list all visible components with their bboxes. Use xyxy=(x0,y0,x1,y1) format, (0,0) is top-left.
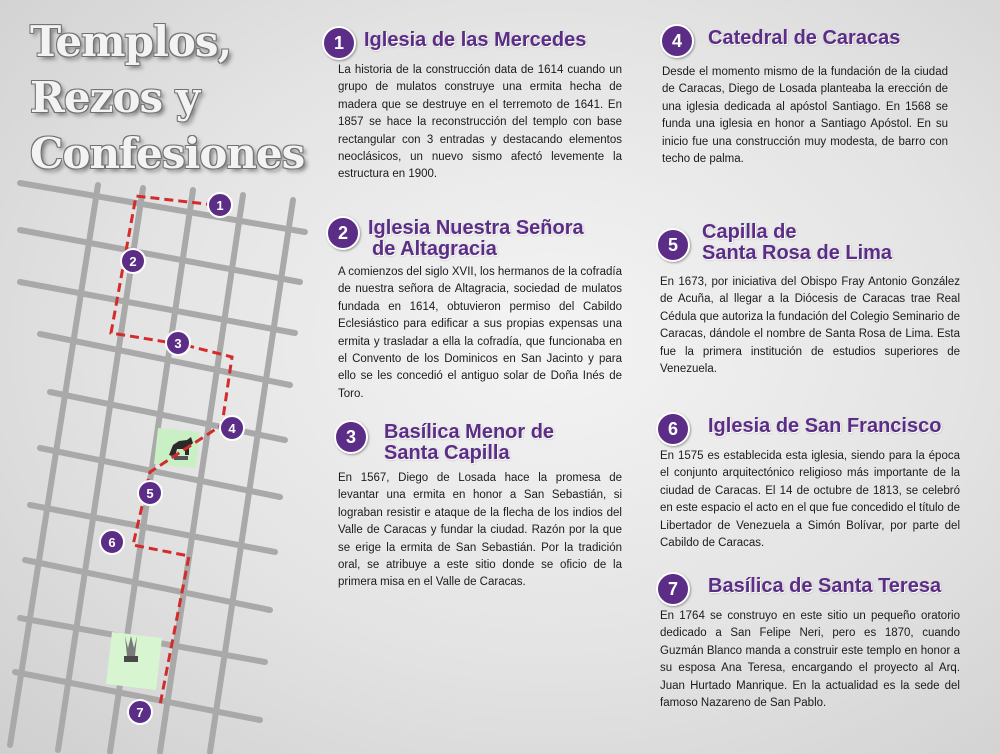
title-line: Rezos y xyxy=(30,73,200,122)
section-number-badge: 5 xyxy=(656,228,690,262)
section-title xyxy=(702,24,900,49)
route-map xyxy=(0,170,320,754)
section-title xyxy=(368,216,584,260)
marker-label: 1 xyxy=(216,198,224,213)
title-line: Iglesia Nuestra Señora xyxy=(368,217,584,239)
map-marker-7 xyxy=(128,700,152,724)
section-number-badge: 6 xyxy=(656,412,690,446)
section-4-heading xyxy=(660,24,900,58)
title-line: Templos, xyxy=(30,17,232,66)
section-number-badge: 7 xyxy=(656,572,690,606)
section-2-heading xyxy=(326,216,584,260)
section-6-heading xyxy=(656,412,941,446)
section-1-heading xyxy=(322,26,586,60)
section-title xyxy=(376,420,554,464)
section-number-badge: 3 xyxy=(334,420,368,454)
section-number-badge: 4 xyxy=(660,24,694,58)
title-line: Santa Rosa de Lima xyxy=(702,242,893,264)
map-marker-6 xyxy=(100,530,124,554)
map-marker-2 xyxy=(121,249,145,273)
map-marker-4 xyxy=(220,416,244,440)
title-line: Iglesia de San Francisco xyxy=(708,415,942,437)
title-line: Confesiones xyxy=(30,129,305,178)
section-4-body: Desde el momento mismo de la fundación de la ciudad de Caracas, Diego de Losada planteaba la erección de una iglesia dedicada al apóstol Santiago. En 1568 se funda una iglesia en honor a Santiago Apóstol. En su inicio fue una construcción muy modesta, de barro con techo de palma. xyxy=(662,66,948,166)
title-line: Basílica Menor de xyxy=(384,421,555,443)
map-marker-1 xyxy=(208,193,232,217)
section-5-body: En 1673, por iniciativa del Obispo Fray Antonio González de Acuña, al llegar a la Diócesis de Caracas trae Real Cédula que autoriza la fundación del Colegio Seminario de Caracas, dándole el nombre de Santa Rosa de Lima. Esta fue la primera institución de estudios superiores de Venezuela. xyxy=(660,276,960,376)
title-line: Capilla de xyxy=(702,221,797,243)
section-1-body: La historia de la construcción data de 1614 cuando un grupo de mulatos construye una ermita hecha de madera que se destruye en el terremoto de 1641. En 1857 se hace la reconstrucción del templo con base rectangular con 3 entradas y destacando elementos neoclásicos, un nuevo sismo afectó levemente la estructura en 1900. xyxy=(338,64,622,181)
marker-label: 2 xyxy=(129,254,137,269)
title-line: de Altagracia xyxy=(372,238,497,260)
page-title xyxy=(30,14,305,182)
section-7-heading xyxy=(656,572,941,606)
section-number-badge: 2 xyxy=(326,216,360,250)
marker-label: 5 xyxy=(146,486,154,501)
marker-label: 7 xyxy=(136,705,144,720)
section-title xyxy=(698,222,892,264)
title-line: Santa Capilla xyxy=(384,442,510,464)
marker-label: 4 xyxy=(228,421,236,436)
section-7-body: En 1764 se construyo en este sitio un pequeño oratorio dedicado a San Felipe Neri, pero es 1870, cuando Guzmán Blanco manda a construir este templo en honor a su esposa Ana Teresa, encargando el proyecto al Arq. Juan Hurtado Manrique. En la actualidad es la sede del famoso Nazareno de San Pablo. xyxy=(660,610,960,710)
marker-label: 3 xyxy=(174,336,182,351)
map-marker-3 xyxy=(166,331,190,355)
section-5-heading xyxy=(656,222,892,264)
title-line: Catedral de Caracas xyxy=(708,27,901,49)
title-line: Basílica de Santa Teresa xyxy=(708,575,942,597)
section-6-body: En 1575 es establecida esta iglesia, siendo para la época el conjunto arquitectónico religioso más importante de la ciudad de Caracas. El 14 de octubre de 1813, se celebró en este espacio el acto en el que fue concedido el título de Libertador de Venezuela a Simón Bolívar, por parte del Cabildo de Caracas. xyxy=(660,450,960,550)
section-number-badge: 1 xyxy=(322,26,356,60)
section-title xyxy=(698,412,941,437)
map-marker-5 xyxy=(138,481,162,505)
section-3-body: En 1567, Diego de Losada hace la promesa de levantar una ermita en honor a San Sebastián, si lograban resistir e ataque de la flecha de los indios del Valle de Caracas y fundar la ciudad. Razón por la que se erige la ermita de San Sebastián. Por la tradición oral, se atribuye a este sitio donde se oficio de la primera misa en el Valle de Caracas. xyxy=(338,472,622,589)
section-3-heading xyxy=(334,420,554,464)
title-line: Iglesia de las Mercedes xyxy=(364,29,587,51)
section-title xyxy=(698,572,941,597)
marker-label: 6 xyxy=(108,535,116,550)
section-title xyxy=(364,26,586,51)
section-2-body: A comienzos del siglo XVII, los hermanos de la cofradía de nuestra señora de Altagracia, sociedad de mulatos fundada en 1614, obtuvieron permiso del Cabildo Eclesiástico para edificar a sus propias expensas una ermita y trasladar a ella la cofradía, que funcionaba en el Convento de los Dominicos en San Jacinto y para ello se les concedió el antiguo solar de Doña Inés de Toro. xyxy=(338,266,622,400)
